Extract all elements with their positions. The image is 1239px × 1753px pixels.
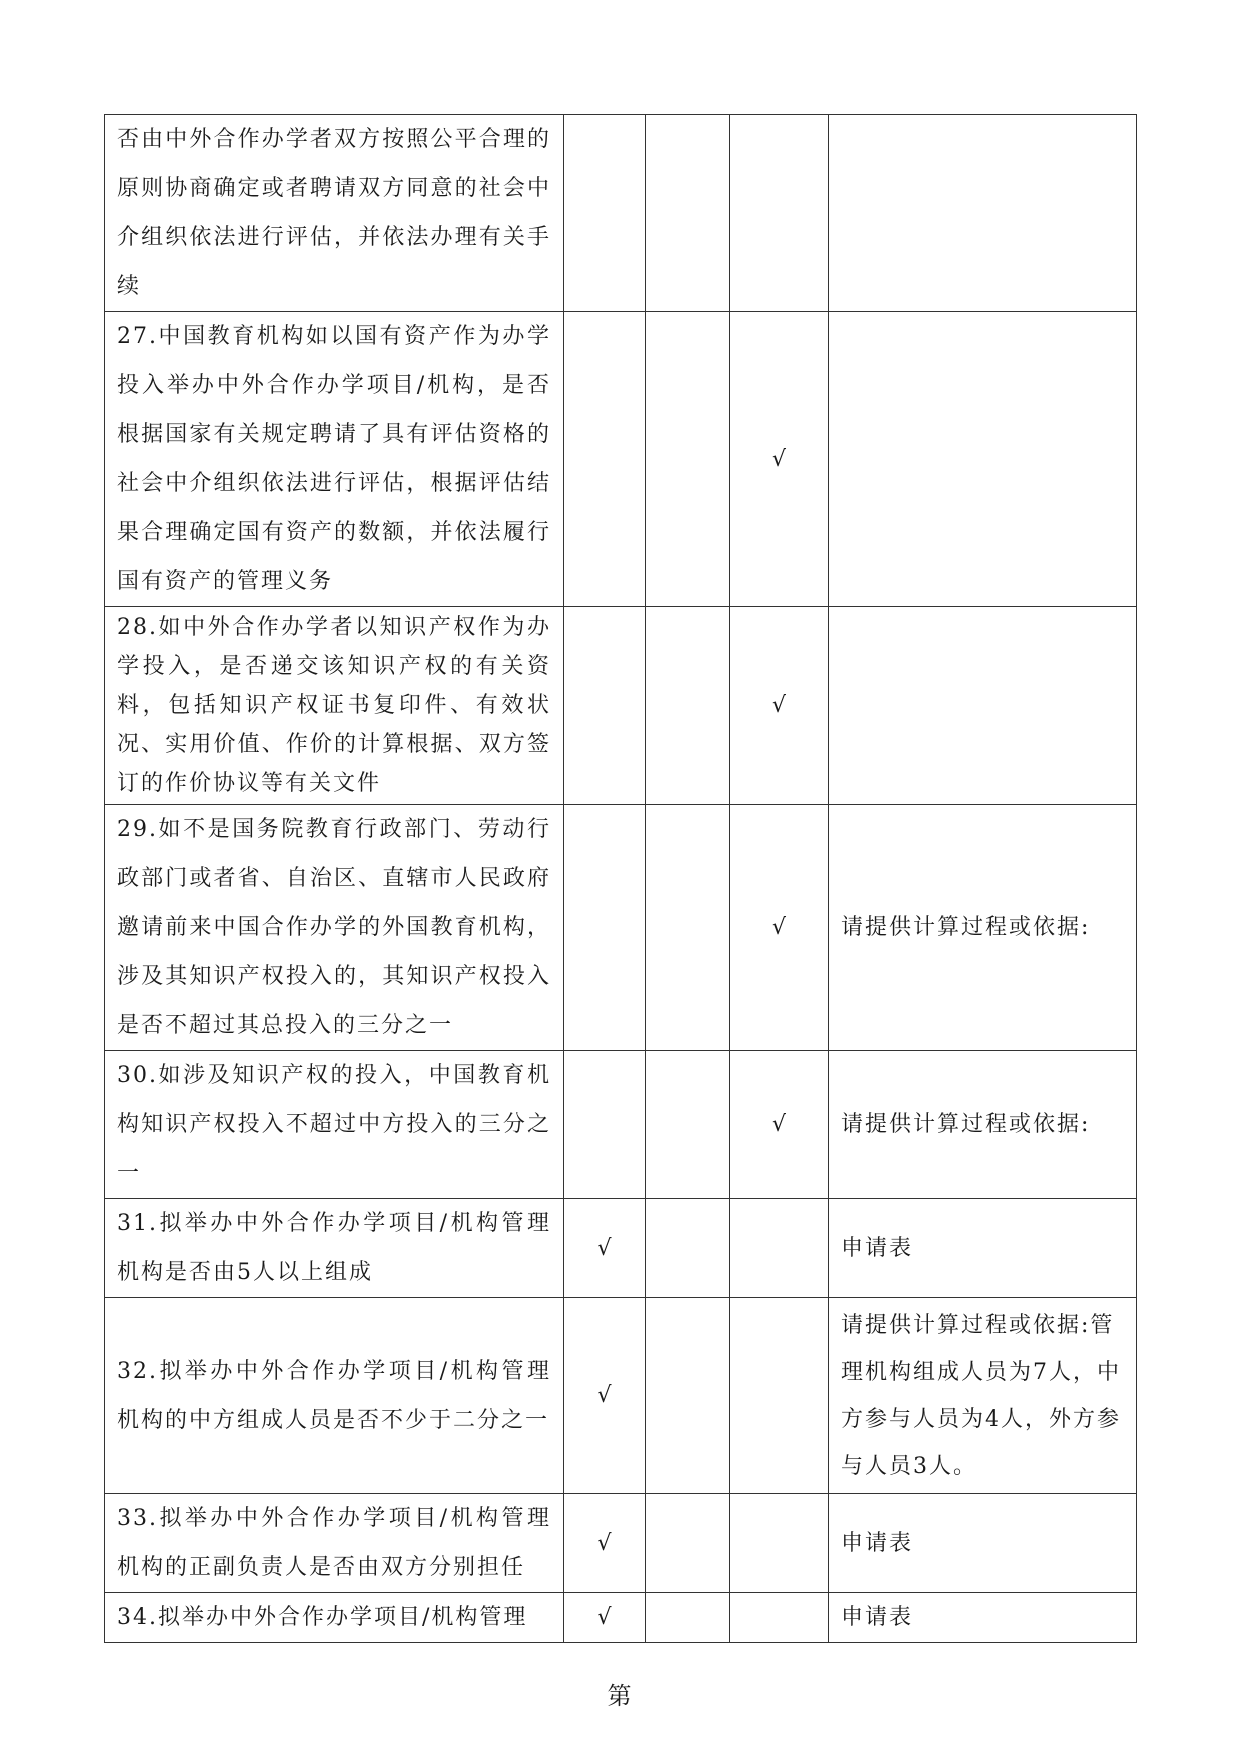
table-row: [105, 1051, 1137, 1199]
table-row: [105, 607, 1137, 805]
table-row: [105, 312, 1137, 607]
table-row: [105, 1199, 1137, 1298]
item-cell: 27.中国教育机构如以国有资产作为办学投入举办中外合作办学项目/机构，是否根据国家有关规定聘请了具有评估资格的社会中介组织依法进行评估，根据评估结果合理确定国有资产的数额，并依法履行国有资产的管理义务: [105, 312, 564, 607]
yes-cell: √: [564, 1593, 646, 1643]
note-cell: 请提供计算过程或依据:: [829, 805, 1137, 1051]
no-cell: √: [730, 607, 829, 805]
table-row: [105, 115, 1137, 312]
no-cell: [730, 1494, 829, 1593]
na-cell: [646, 312, 730, 607]
item-cell: 29.如不是国务院教育行政部门、劳动行政部门或者省、自治区、直辖市人民政府邀请前来中国合作办学的外国教育机构，涉及其知识产权投入的，其知识产权投入是否不超过其总投入的三分之一: [105, 805, 564, 1051]
page-number: 第: [607, 1682, 632, 1710]
no-cell: [730, 1593, 829, 1643]
note-cell: 申请表: [829, 1494, 1137, 1593]
yes-cell: [564, 115, 646, 312]
na-cell: [646, 1199, 730, 1298]
yes-cell: √: [564, 1494, 646, 1593]
note-cell: [829, 312, 1137, 607]
na-cell: [646, 115, 730, 312]
no-cell: [730, 1298, 829, 1494]
table-row: [105, 1298, 1137, 1494]
na-cell: [646, 1051, 730, 1199]
na-cell: [646, 1593, 730, 1643]
note-cell: [829, 607, 1137, 805]
note-cell: 请提供计算过程或依据:: [829, 1051, 1137, 1199]
item-cell: 32.拟举办中外合作办学项目/机构管理机构的中方组成人员是否不少于二分之一: [105, 1298, 564, 1494]
no-cell: √: [730, 1051, 829, 1199]
yes-cell: √: [564, 1298, 646, 1494]
na-cell: [646, 1494, 730, 1593]
yes-cell: [564, 607, 646, 805]
na-cell: [646, 805, 730, 1051]
no-cell: [730, 115, 829, 312]
table-row: [105, 1593, 1137, 1643]
yes-cell: √: [564, 1199, 646, 1298]
item-cell: 否由中外合作办学者双方按照公平合理的原则协商确定或者聘请双方同意的社会中介组织依法进行评估，并依法办理有关手续: [105, 115, 564, 312]
yes-cell: [564, 312, 646, 607]
yes-cell: [564, 1051, 646, 1199]
na-cell: [646, 607, 730, 805]
table-row: [105, 1494, 1137, 1593]
item-cell: 34.拟举办中外合作办学项目/机构管理: [105, 1593, 564, 1643]
no-cell: √: [730, 805, 829, 1051]
yes-cell: [564, 805, 646, 1051]
note-cell: [829, 115, 1137, 312]
item-cell: 31.拟举办中外合作办学项目/机构管理机构是否由5人以上组成: [105, 1199, 564, 1298]
item-cell: 33.拟举办中外合作办学项目/机构管理机构的正副负责人是否由双方分别担任: [105, 1494, 564, 1593]
note-cell: 请提供计算过程或依据:管理机构组成人员为7人，中方参与人员为4人，外方参与人员3人。: [829, 1298, 1137, 1494]
no-cell: √: [730, 312, 829, 607]
table-row: [105, 805, 1137, 1051]
note-cell: 申请表: [829, 1593, 1137, 1643]
note-cell: 申请表: [829, 1199, 1137, 1298]
review-table: [104, 114, 1137, 1643]
no-cell: [730, 1199, 829, 1298]
item-cell: 28.如中外合作办学者以知识产权作为办学投入，是否递交该知识产权的有关资料，包括知识产权证书复印件、有效状况、实用价值、作价的计算根据、双方签订的作价协议等有关文件: [105, 607, 564, 805]
item-cell: 30.如涉及知识产权的投入，中国教育机构知识产权投入不超过中方投入的三分之一: [105, 1051, 564, 1199]
na-cell: [646, 1298, 730, 1494]
